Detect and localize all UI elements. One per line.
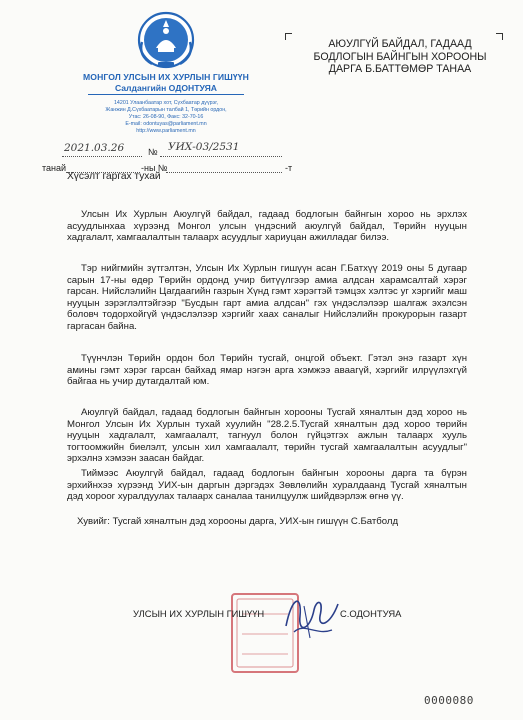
recipient-line: БОДЛОГЫН БАЙНГЫН ХОРООНЫ bbox=[313, 50, 487, 63]
address-line: Утас: 26-08-90, Факс: 32-70-16 bbox=[128, 114, 204, 121]
recipient-line: ДАРГА Б.БАТТӨМӨР ТАНАА bbox=[328, 63, 472, 75]
handwritten-date: 2021.03.26 bbox=[64, 142, 125, 154]
recipient-block bbox=[300, 38, 500, 76]
ref-underline bbox=[166, 172, 282, 173]
address-line: 14201 Улаанбаатар хот, Сүхбаатар дүүрэг, bbox=[113, 100, 218, 106]
recipient-line: АЮУЛГҮЙ БАЙДАЛ, ГАДААД bbox=[328, 38, 472, 50]
handwritten-signature-icon bbox=[280, 586, 344, 642]
date-underline bbox=[62, 156, 142, 157]
tanai-label: танай bbox=[42, 163, 67, 173]
address-line: E-mail: odontuyas@parliament.mn bbox=[125, 121, 207, 128]
body-paragraph: Тиймээс Аюулгүй байдал, гадаад бодлогын байнгын хорооны дарга та бүрэн эрхийнхээ хүрээнд УИХ-ын даргын дэргэдэх Зөвлөлийн хуралдаанд Тусгай хяналтын дэд хороог хуралдуулах талаарх саналаа танилцуулж шийдвэрлэж өгнө үү. bbox=[67, 468, 467, 503]
body-paragraph: Улсын Их Хурлын Аюулгүй байдал, гадаад бодлогын байнгын хороо нь эрхлэх асуудлынхаа хүрээнд Монгол улсын үндэсний аюулгүй байдал, Төрийн нууцын хадгалалт, хамгаалалтын талаарх асуудлыг хариуцан ажилладаг билээ. bbox=[67, 209, 467, 244]
letterhead-org-name: МОНГОЛ УЛСЫН ИХ ХУРЛЫН ГИШҮҮН bbox=[83, 72, 249, 82]
document-number: 0000080 bbox=[424, 694, 474, 707]
handwritten-number: УИХ-03/2531 bbox=[168, 141, 240, 153]
signatory-name: С.ОДОНТУЯА bbox=[340, 608, 402, 619]
body-paragraph: Тэр нийгмийн зүтгэлтэн, Улсын Их Хурлын гишүүн асан Г.Батхүү 2019 оны 5 дугаар сарын 17-ны өдөр Төрийн ордонд учир битүүлгээр амиа алдсан харамсалтай хэрэг гарсан. Нийслэлийн Цагдаагийн газрын Хүнд гэмт хэрэгтэй тэмцэх хэлтэс уг хэргийг маш нууцын зэрэглэлтэйгээр "Бусдын гарт амиа алдсан" гэх үндэслэлээр шалгаж эхэлсэн боловч тодорхойгүй үндэслэлээр хэргийг хаах саналыг Нийслэлийн прокурорын газарт гаргасан байна. bbox=[67, 263, 467, 332]
copy-to-line: Хувийг: Тусгай хяналтын дэд хорооны дарга, УИХ-ын гишүүн С.Батболд bbox=[77, 516, 399, 527]
letterhead-divider bbox=[88, 94, 244, 95]
letter-subject: Хүсэлт гаргах тухай bbox=[67, 171, 161, 182]
number-underline bbox=[160, 156, 282, 157]
recipient-corner-mark bbox=[285, 33, 292, 40]
state-emblem-icon bbox=[128, 8, 204, 72]
t-label: -т bbox=[285, 163, 293, 173]
body-paragraph: Аюулгүй байдал, гадаад бодлогын байнгын хорооны Тусгай хяналтын дэд хороо нь Монгол Улсын Их Хурлын тухай хуулийн "28.2.5.Тусгай хяналтын дэд хороо төрийн нууцын хадгалалт, хамгаалалт, тагнуул болон гүйцэтгэх ажлын талаарх хууль тогтоомжийн биелэлт, улсын хил хамгаалалт, төрийн тусгай хамгаалалтын асуудлыг" эрхэлнэ хэмээн заасан байдаг. bbox=[67, 407, 467, 465]
signature-title: УЛСЫН ИХ ХУРЛЫН ГИШҮҮН bbox=[133, 608, 265, 619]
letterhead-address bbox=[80, 100, 252, 135]
number-sign-label: № bbox=[148, 147, 158, 157]
number-ref-label: -ны № bbox=[141, 163, 168, 173]
letterhead-member-name: Салдангийн ОДОНТУЯА bbox=[114, 83, 218, 93]
body-paragraph: Түүнчлэн Төрийн ордон бол Төрийн тусгай, онцгой объект. Гэтэл энэ газарт хүн амины гэмт хэрэг гарсан байхад ямар нэгэн арга хэмжээ аваагүй, хэргийг илрүүлэхгүй байгаа нь учир дутагдалтай юм. bbox=[67, 353, 467, 388]
address-line: http://www.parliament.mn bbox=[136, 128, 196, 135]
address-line: Жанжин Д.Сүхбаатарын талбай 1, Төрийн ордон, bbox=[105, 107, 227, 114]
